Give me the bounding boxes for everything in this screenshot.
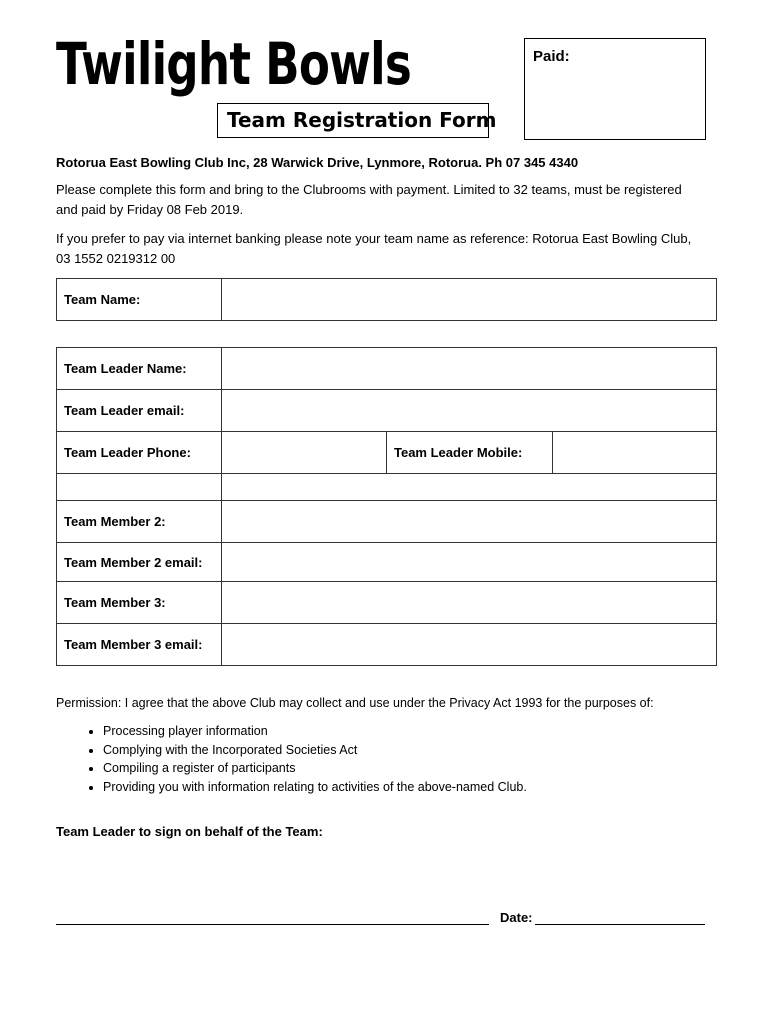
leader-phone-label: Team Leader Phone: [57,432,222,474]
leader-mobile-label: Team Leader Mobile: [387,432,553,474]
leader-email-label: Team Leader email: [57,390,222,432]
list-item: • Processing player information [103,722,527,741]
list-item: • Compiling a register of participants [103,759,527,778]
member2-email-field[interactable] [222,543,717,582]
member3-email-label: Team Member 3 email: [57,624,222,666]
form-title: Twilight Bowls [56,30,412,98]
date-label: Date: [500,910,533,925]
member2-label: Team Member 2: [57,501,222,543]
member2-email-label: Team Member 2 email: [57,543,222,582]
leader-email-field[interactable] [222,390,717,432]
permission-text: Permission: I agree that the above Club may collect and use under the Privacy Act 1993 for the purposes of: [56,696,654,710]
leader-mobile-field[interactable] [553,432,717,474]
signature-line[interactable] [56,924,489,925]
list-item: • Complying with the Incorporated Societies Act [103,741,527,760]
team-name-table [56,278,717,321]
member2-field[interactable] [222,501,717,543]
blank-cell [57,474,222,501]
banking-text: If you prefer to pay via internet banking please note your team name as reference: Rotorua East Bowling Club, 03 1552 0219312 00 [56,231,692,266]
member3-email-field[interactable] [222,624,717,666]
blank-field[interactable] [222,474,717,501]
member3-label: Team Member 3: [57,582,222,624]
instructions-text: Please complete this form and bring to the Clubrooms with payment. Limited to 32 teams, must be registered and paid by Friday 08 Feb 2019. [56,182,682,217]
club-address: Rotorua East Bowling Club Inc, 28 Warwick Drive, Lynmore, Rotorua. Ph 07 345 4340 [56,155,579,170]
leader-name-label: Team Leader Name: [57,348,222,390]
signature-label: Team Leader to sign on behalf of the Team: [56,824,323,839]
date-line[interactable] [535,924,705,925]
team-name-label: Team Name: [57,279,222,321]
member3-field[interactable] [222,582,717,624]
form-subtitle: Team Registration Form [227,108,497,132]
team-name-field[interactable] [222,279,717,321]
purposes-list [56,722,527,796]
team-members-table [56,347,717,666]
leader-phone-field[interactable] [222,432,387,474]
list-item: • Providing you with information relating to activities of the above-named Club. [103,778,527,797]
leader-name-field[interactable] [222,348,717,390]
paid-label: Paid: [533,48,570,65]
